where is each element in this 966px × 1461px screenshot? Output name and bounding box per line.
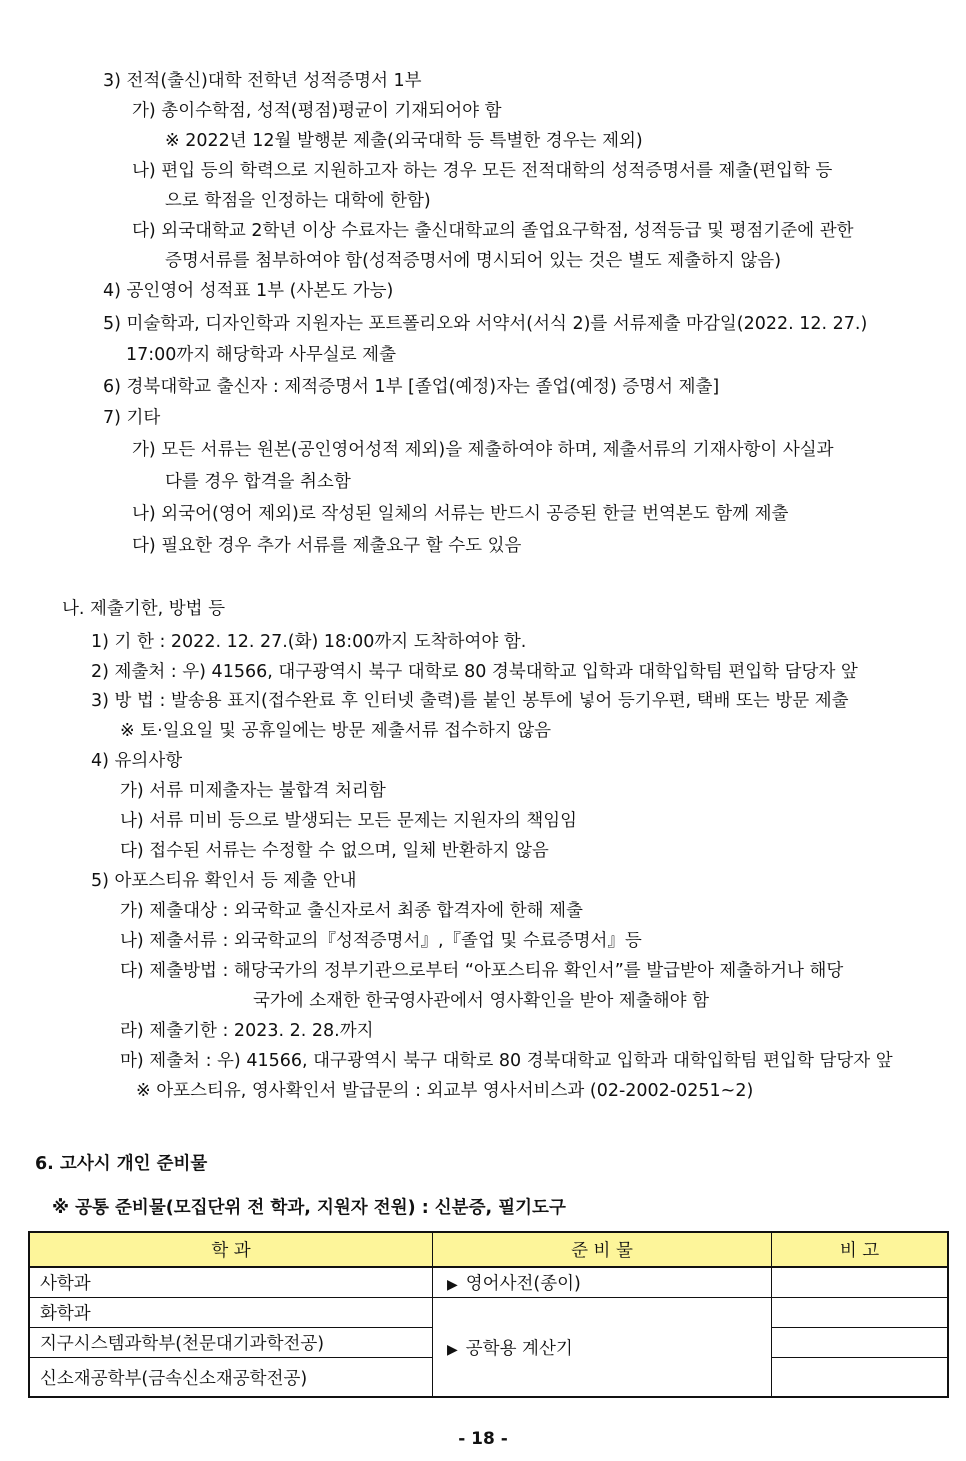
item-7-ga-cont: 다를 경우 합격을 취소함 (165, 472, 351, 492)
deadline-item-5: 5) 아포스티유 확인서 등 제출 안내 (91, 871, 357, 891)
row-department: 신소재공학부(금속신소재공학전공) (29, 1358, 433, 1398)
deadline-item-5-ma: 마) 제출처 : 우) 41566, 대구광역시 북구 대학로 80 경북대학교 입학과 대학입학팀 편입학 담당자 앞 (120, 1051, 893, 1071)
apostille-inquiry-note: ※ 아포스티유, 영사확인서 발급문의 : 외교부 영사서비스과 (02-2002-0251~2) (136, 1081, 754, 1101)
item-7-da: 다) 필요한 경우 추가 서류를 제출요구 할 수도 있음 (132, 536, 522, 556)
header-items: 준 비 물 (433, 1232, 772, 1267)
deadline-item-5-da: 다) 제출방법 : 해당국가의 정부기관으로부터 “아포스티유 확인서”를 발급받아 제출하거나 해당 (120, 961, 844, 981)
row-department: 지구시스템과학부(천문대기과학전공) (29, 1328, 433, 1358)
item-5-portfolio-cont: 17:00까지 해당학과 사무실로 제출 (126, 345, 396, 365)
item-4-english: 4) 공인영어 성적표 1부 (사본도 가능) (103, 281, 394, 301)
item-3-na: 나) 편입 등의 학력으로 지원하고자 하는 경우 모든 전적대학의 성적증명서를 제출(편입학 등 (132, 161, 833, 181)
item-3-da-cont: 증명서류를 첨부하여야 함(성적증명서에 명시되어 있는 것은 별도 제출하지 않음) (165, 251, 782, 271)
table-row (29, 1267, 948, 1298)
item-3-na-cont: 으로 학점을 인정하는 대학에 한함) (165, 191, 431, 211)
row-remarks (772, 1328, 949, 1358)
common-items-note: ※ 공통 준비물(모집단위 전 학과, 지원자 전원) : 신분증, 필기도구 (52, 1198, 566, 1218)
deadline-item-3-note: ※ 토·일요일 및 공휴일에는 방문 제출서류 접수하지 않음 (120, 721, 552, 741)
item-3-da: 다) 외국대학교 2학년 이상 수료자는 출신대학교의 졸업요구학점, 성적등급 및 평점기준에 관한 (132, 221, 854, 241)
item-3-note: ※ 2022년 12월 발행분 제출(외국대학 등 특별한 경우는 제외) (165, 131, 643, 151)
item-6-knu: 6) 경북대학교 출신자 : 제적증명서 1부 [졸업(예정)자는 졸업(예정) 증명서 제출] (103, 377, 720, 397)
table-row (29, 1298, 948, 1328)
deadline-item-3: 3) 방 법 : 발송용 표지(접수완료 후 인터넷 출력)를 붙인 봉투에 넣어 등기우편, 택배 또는 방문 제출 (91, 691, 849, 711)
deadline-item-5-ga: 가) 제출대상 : 외국학교 출신자로서 최종 합격자에 한해 제출 (120, 901, 583, 921)
item-5-portfolio: 5) 미술학과, 디자인학과 지원자는 포트폴리오와 서약서(서식 2)를 서류제출 마감일(2022. 12. 27.) (103, 314, 868, 334)
item-7-na: 나) 외국어(영어 제외)로 작성된 일체의 서류는 반드시 공증된 한글 번역본도 함께 제출 (132, 504, 789, 524)
preparation-table (28, 1231, 949, 1398)
arrow-icon: ▶ (447, 1277, 458, 1293)
deadline-item-4-na: 나) 서류 미비 등으로 발생되는 모든 문제는 지원자의 책임임 (120, 811, 578, 831)
row-department: 사학과 (29, 1267, 433, 1298)
deadline-item-5-da-cont: 국가에 소재한 한국영사관에서 영사확인을 받아 제출해야 함 (253, 991, 709, 1011)
deadline-item-2: 2) 제출처 : 우) 41566, 대구광역시 북구 대학로 80 경북대학교 입학과 대학입학팀 편입학 담당자 앞 (91, 662, 858, 682)
deadline-item-5-na: 나) 제출서류 : 외국학교의『성적증명서』,『졸업 및 수료증명서』등 (120, 931, 642, 951)
arrow-icon: ▶ (447, 1341, 458, 1358)
header-department: 학 과 (29, 1232, 433, 1267)
row-remarks (772, 1298, 949, 1328)
item-7-etc: 7) 기타 (103, 408, 161, 428)
row-remarks (772, 1358, 949, 1398)
page-number: - 18 - (458, 1429, 508, 1449)
section-6-heading: 6. 고사시 개인 준비물 (35, 1154, 208, 1174)
deadline-item-4-da: 다) 접수된 서류는 수정할 수 없으며, 일체 반환하지 않음 (120, 841, 549, 861)
deadline-item-4: 4) 유의사항 (91, 751, 183, 771)
row-remarks (772, 1267, 949, 1298)
section-deadline-heading: 나. 제출기한, 방법 등 (62, 599, 226, 619)
deadline-item-5-ra: 라) 제출기한 : 2023. 2. 28.까지 (120, 1021, 374, 1041)
row-items (433, 1298, 772, 1398)
deadline-item-4-ga: 가) 서류 미제출자는 불합격 처리함 (120, 781, 386, 801)
item-3-transcript: 3) 전적(출신)대학 전학년 성적증명서 1부 (103, 71, 422, 91)
header-remarks: 비 고 (772, 1232, 949, 1267)
row-items (433, 1267, 772, 1298)
item-calculator: 공학용 계산기 (465, 1338, 573, 1359)
deadline-item-1: 1) 기 한 : 2022. 12. 27.(화) 18:00까지 도착하여야 함. (91, 632, 527, 652)
item-dictionary: 영어사전(종이) (465, 1274, 581, 1294)
row-department: 화학과 (29, 1298, 433, 1328)
item-3-ga: 가) 총이수학점, 성적(평점)평균이 기재되어야 함 (132, 101, 502, 121)
item-7-ga: 가) 모든 서류는 원본(공인영어성적 제외)을 제출하여야 하며, 제출서류의 기재사항이 사실과 (132, 440, 834, 460)
table-header-row (29, 1232, 948, 1267)
